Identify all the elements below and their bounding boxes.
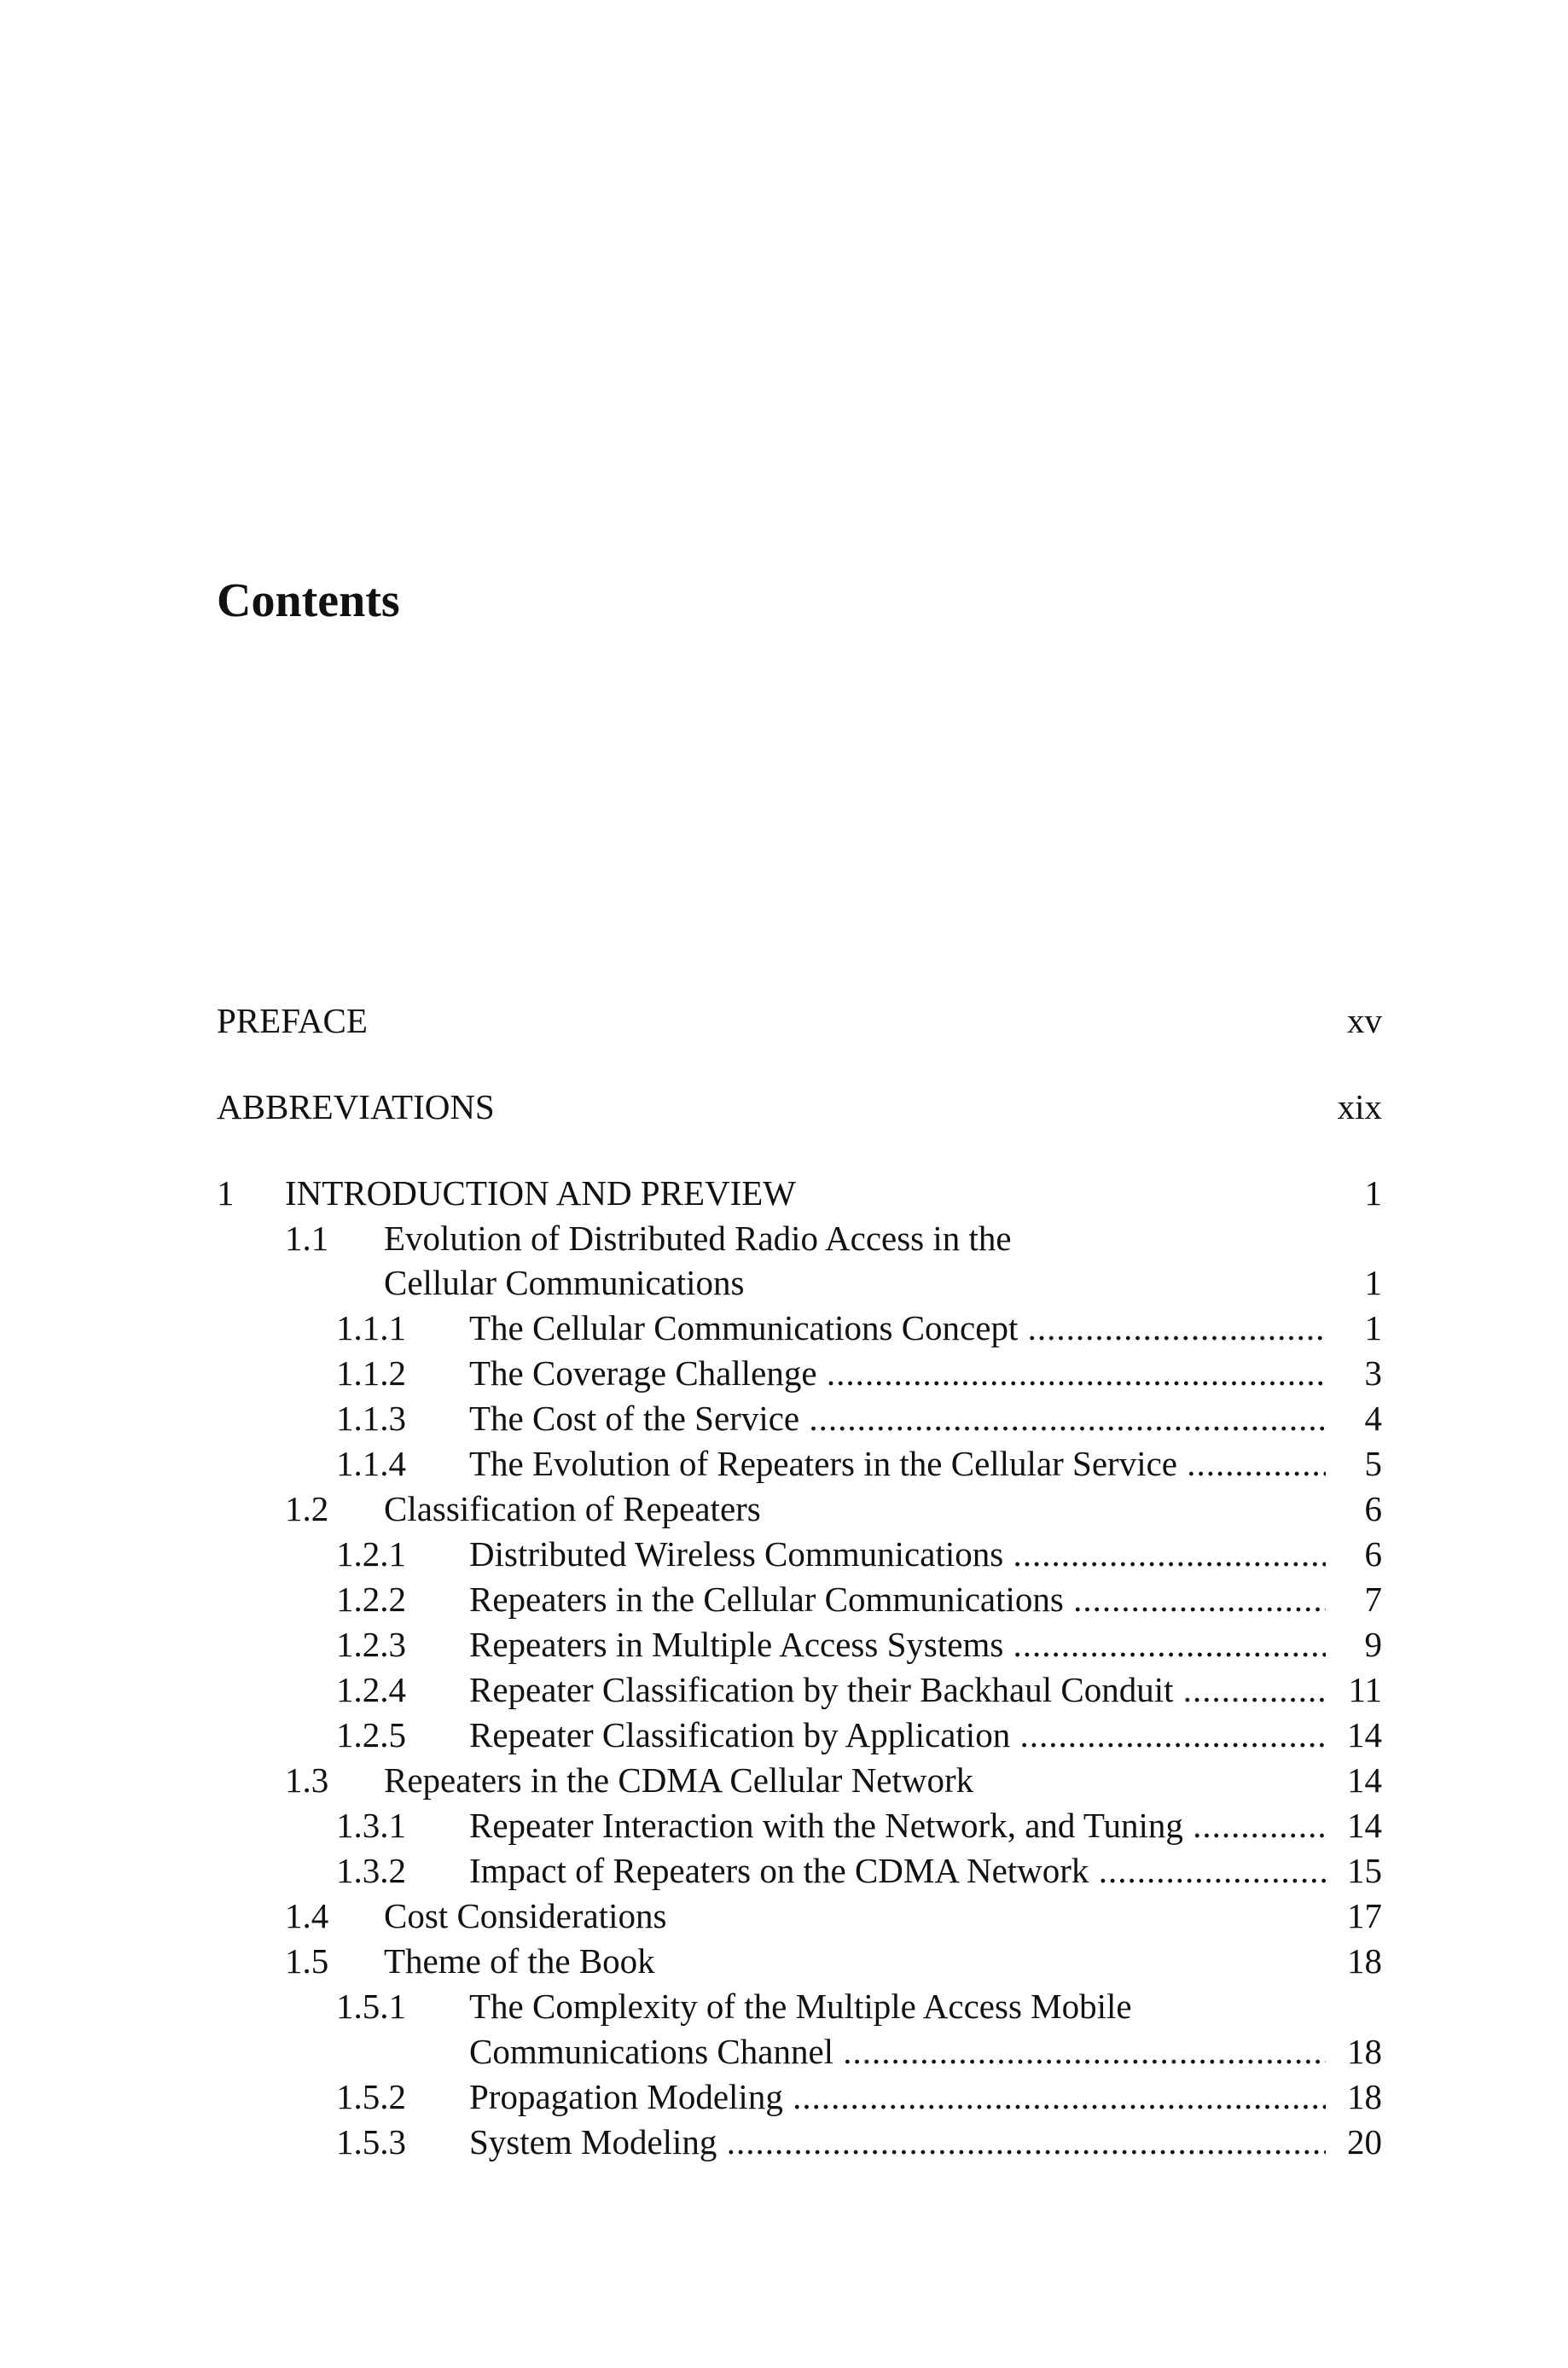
toc-entry-title: ABBREVIATIONS: [217, 1087, 495, 1126]
toc-entry-title: Repeaters in Multiple Access Systems .....: [469, 1622, 1326, 1667]
toc-entry-title: INTRODUCTION AND PREVIEW: [285, 1173, 797, 1213]
toc-entry-title: Evolution of Distributed Radio Access in the: [384, 1219, 1012, 1258]
toc-entry-title: The Cellular Communications Concept .....: [469, 1306, 1326, 1350]
toc-entry-number: 1.3.1: [336, 1806, 406, 1845]
toc-entry-preface[interactable]: [217, 998, 1382, 1043]
toc-entry-page: 18: [1347, 2032, 1382, 2071]
toc-entry-number: 1.1: [285, 1219, 329, 1258]
toc-entry-1-2[interactable]: [217, 1487, 1382, 1531]
toc-entry-1-5-1-continuation[interactable]: [217, 2029, 1382, 2074]
toc-entry-1-1-2[interactable]: [217, 1351, 1382, 1395]
toc-entry-title: PREFACE: [217, 1001, 368, 1040]
toc-entry-page: 7: [1364, 1580, 1382, 1619]
toc-entry-1-1-1[interactable]: [217, 1306, 1382, 1350]
toc-entry-title: Repeaters in the Cellular Communications .....: [469, 1577, 1326, 1621]
toc-entry-number: 1.2.2: [336, 1580, 406, 1619]
toc-entry-title: Repeater Classification by Application .....: [469, 1713, 1326, 1757]
page-title: Contents: [217, 574, 400, 627]
toc-entry-1-1-3[interactable]: [217, 1396, 1382, 1440]
toc-entry-title: The Coverage Challenge .....: [469, 1351, 1326, 1395]
toc-entry-number: 1.5: [285, 1941, 329, 1981]
toc-entry-1-5[interactable]: [217, 1939, 1382, 1983]
toc-entry-number: 1.3.2: [336, 1851, 406, 1890]
toc-entry-page: 11: [1348, 1670, 1382, 1709]
toc-entry-title: Impact of Repeaters on the CDMA Network .....: [469, 1848, 1326, 1893]
toc-entry-page: 4: [1364, 1399, 1382, 1438]
toc-entry-page: 9: [1364, 1625, 1382, 1664]
toc-entry-1-2-2[interactable]: [217, 1577, 1382, 1621]
toc-entry-abbreviations[interactable]: [217, 1085, 1382, 1129]
toc-entry-page: 17: [1347, 1896, 1382, 1935]
toc-entry-1-1-continuation[interactable]: [217, 1260, 1382, 1305]
toc-entry-number: 1.1.1: [336, 1308, 406, 1347]
toc-entry-1-2-5[interactable]: [217, 1713, 1382, 1757]
toc-entry-page: 6: [1364, 1489, 1382, 1528]
toc-entry-number: 1.5.2: [336, 2077, 406, 2116]
toc-entry-title-continuation: Cellular Communications: [384, 1263, 745, 1302]
toc-entry-page: 14: [1347, 1806, 1382, 1845]
toc-entry-number: 1.2.5: [336, 1715, 406, 1754]
toc-entry-title: Repeater Interaction with the Network, and Tuning .....: [469, 1803, 1326, 1847]
toc-entry-title: System Modeling .....: [469, 2120, 1326, 2164]
toc-entry-title: Repeaters in the CDMA Cellular Network: [384, 1760, 974, 1800]
toc-entry-page: 6: [1364, 1534, 1382, 1574]
toc-entry-number: 1.5.1: [336, 1987, 406, 2026]
toc-entry-title-continuation: Communications Channel .....: [469, 2029, 1326, 2074]
toc-entry-1-2-3[interactable]: [217, 1622, 1382, 1667]
toc-entry-title: The Complexity of the Multiple Access Mobile: [469, 1987, 1132, 2026]
toc-entry-number: 1.1.2: [336, 1353, 406, 1393]
toc-entry-page: 5: [1364, 1444, 1382, 1483]
toc-entry-1-1-4[interactable]: [217, 1441, 1382, 1486]
toc-entry-page: 14: [1347, 1715, 1382, 1754]
toc-entry-number: 1.1.3: [336, 1399, 406, 1438]
toc-entry-page: 3: [1364, 1353, 1382, 1393]
toc-entry-page: 18: [1347, 2077, 1382, 2116]
toc-entry-page: xix: [1337, 1087, 1382, 1126]
toc-entry-number: 1.4: [285, 1896, 329, 1935]
toc-entry-number: 1.2.1: [336, 1534, 406, 1574]
toc-entry-1-1[interactable]: [217, 1216, 1382, 1260]
toc-entry-title: Propagation Modeling .....: [469, 2074, 1326, 2119]
toc-entry-number: 1.2.3: [336, 1625, 406, 1664]
toc-entry-title: Cost Considerations: [384, 1896, 667, 1935]
toc-entry-1-4[interactable]: [217, 1894, 1382, 1938]
toc-entry-1-5-1[interactable]: [217, 1984, 1382, 2028]
toc-entry-page: 1: [1364, 1263, 1382, 1302]
toc-entry-chapter-1[interactable]: [217, 1171, 1382, 1215]
toc-entry-number: 1.3: [285, 1760, 329, 1800]
toc-entry-page: 15: [1347, 1851, 1382, 1890]
toc-entry-number: 1.5.3: [336, 2122, 406, 2161]
toc-entry-title: Theme of the Book: [384, 1941, 655, 1981]
toc-entry-title: Distributed Wireless Communications .....: [469, 1532, 1326, 1576]
toc-entry-1-2-4[interactable]: [217, 1667, 1382, 1712]
toc-entry-page: 1: [1364, 1173, 1382, 1213]
toc-entry-1-3[interactable]: [217, 1758, 1382, 1802]
toc-entry-page: xv: [1347, 1001, 1382, 1040]
toc-entry-number: 1.2.4: [336, 1670, 406, 1709]
toc-entry-number: 1: [217, 1173, 235, 1213]
toc-entry-title: Classification of Repeaters: [384, 1489, 761, 1528]
toc-entry-title: The Evolution of Repeaters in the Cellular Service .....: [469, 1441, 1326, 1486]
toc-entry-1-5-3[interactable]: [217, 2120, 1382, 2164]
toc-entry-page: 20: [1347, 2122, 1382, 2161]
toc-entry-page: 1: [1364, 1308, 1382, 1347]
toc-entry-number: 1.1.4: [336, 1444, 406, 1483]
toc-entry-1-2-1[interactable]: [217, 1532, 1382, 1576]
toc-entry-page: 14: [1347, 1760, 1382, 1800]
toc-entry-title: The Cost of the Service .....: [469, 1396, 1326, 1440]
toc-entry-1-5-2[interactable]: [217, 2074, 1382, 2119]
toc-entry-1-3-1[interactable]: [217, 1803, 1382, 1847]
toc-entry-number: 1.2: [285, 1489, 329, 1528]
toc-entry-page: 18: [1347, 1941, 1382, 1981]
toc-entry-title: Repeater Classification by their Backhaul Conduit .....: [469, 1667, 1326, 1712]
toc-entry-1-3-2[interactable]: [217, 1848, 1382, 1893]
